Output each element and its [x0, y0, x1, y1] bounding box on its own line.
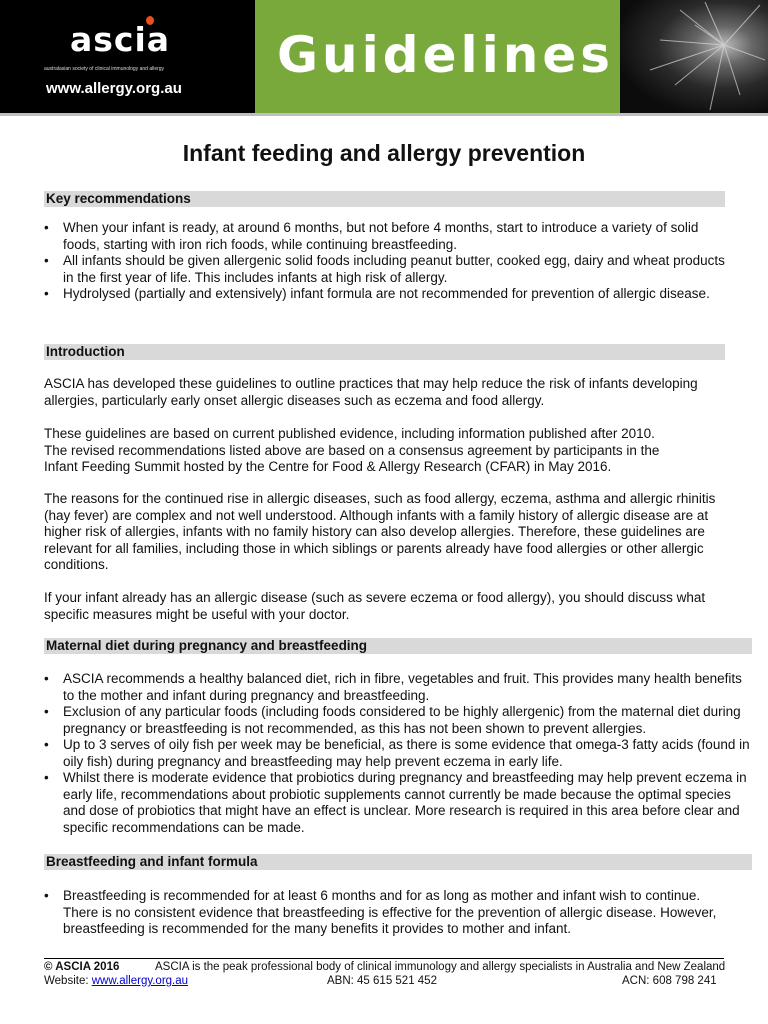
intro-paragraph-4: If your infant already has an allergic disease (such as severe eczema or food allergy), you should discuss what specific measures might be useful with your doctor.	[44, 590, 706, 622]
maternal-diet-list	[44, 671, 752, 836]
section-heading-introduction: Introduction	[44, 344, 725, 360]
banner-image	[620, 0, 768, 113]
section-heading-key-recommendations: Key recommendations	[44, 191, 725, 207]
header-banner	[0, 0, 768, 113]
intro-paragraph-2-line-1: These guidelines are based on current published evidence, including information published after 2010.	[44, 426, 655, 441]
banner-title: Guidelines	[277, 26, 615, 84]
intro-paragraph-2-line-3: Infant Feeding Summit hosted by the Centre for Food & Allergy Research (CFAR) in May 2016.	[44, 459, 612, 474]
footer-website	[44, 975, 188, 987]
page-title: Infant feeding and allergy prevention	[182, 140, 586, 166]
section-heading-breastfeeding: Breastfeeding and infant formula	[44, 854, 752, 870]
footer-acn: ACN: 608 798 241	[622, 975, 717, 987]
list-item: • Hydrolysed (partially and extensively) infant formula are not recommended for prevention of allergic disease.	[44, 286, 734, 303]
section-heading-maternal-diet: Maternal diet during pregnancy and breastfeeding	[44, 638, 752, 654]
list-item: • Exclusion of any particular foods (including foods considered to be highly allergenic) from the maternal diet during pregnancy or breastfeeding is not recommended, as this has not been shown to prevent allergies.	[44, 704, 752, 737]
dandelion-image	[620, 0, 768, 113]
logo-tagline: australasian society of clinical immunology and allergy	[44, 66, 165, 72]
website-link[interactable]: www.allergy.org.au	[91, 975, 189, 987]
banner-divider	[0, 113, 768, 116]
footer-divider	[44, 958, 724, 959]
logo-url: www.allergy.org.au	[46, 80, 182, 97]
list-item: • When your infant is ready, at around 6 months, but not before 4 months, start to introduce a variety of solid foods, starting with iron rich foods, while continuing breastfeeding.	[44, 220, 734, 253]
website-label: Website:	[44, 975, 89, 987]
intro-paragraph-1: ASCIA has developed these guidelines to outline practices that may help reduce the risk of infants developing allergies, particularly early onset allergic diseases such as eczema and food allergy.	[44, 376, 698, 408]
intro-paragraph-2	[44, 426, 734, 476]
breastfeeding-list	[44, 888, 738, 938]
footer-statement: ASCIA is the peak professional body of clinical immunology and allergy specialists in Australia and New Zealand	[155, 961, 726, 973]
list-item: • Up to 3 serves of oily fish per week may be beneficial, as there is some evidence that omega-3 fatty acids (found in oily fish) during pregnancy and breastfeeding may help prevent eczema in early life.	[44, 737, 752, 770]
guidelines-banner	[255, 0, 620, 113]
list-item: • Breastfeeding is recommended for at least 6 months and for as long as mother and infant wish to continue. There is no consistent evidence that breastfeeding is effective for the prevention of allergic disease. However, breastfeeding is recommended for the many benefits it provides to mother and infant.	[44, 888, 738, 938]
logo-name: ascia	[70, 20, 171, 59]
footer-copyright	[44, 961, 119, 973]
intro-paragraph-3: The reasons for the continued rise in allergic diseases, such as food allergy, eczema, asthma and allergic rhinitis (hay fever) are complex and not well understood. Although infants with a family history of allergic disease are at higher risk of allergies, infants with no family history can also develop allergies. Therefore, these guidelines are relevant for all families, including those in which siblings or parents already have food allergies or other allergic conditions.	[44, 491, 716, 572]
list-item: • All infants should be given allergenic solid foods including peanut butter, cooked egg, dairy and wheat products in the first year of life. This includes infants at high risk of allergy.	[44, 253, 734, 286]
footer-abn: ABN: 45 615 521 452	[327, 975, 437, 987]
list-item: • ASCIA recommends a healthy balanced diet, rich in fibre, vegetables and fruit. This provides many health benefits to the mother and infant during pregnancy and breastfeeding.	[44, 671, 752, 704]
key-recommendations-list	[44, 220, 734, 303]
list-item: • Whilst there is moderate evidence that probiotics during pregnancy and breastfeeding may help prevent eczema in early life, recommendations about probiotic supplements cannot currently be made because the optimal species and dose of probiotics that might have an effect is unclear. More research is required in this area before clear and specific recommendations can be made.	[44, 770, 752, 836]
copyright-text: © ASCIA 2016	[44, 961, 120, 973]
intro-paragraph-2-line-2: The revised recommendations listed above are based on a consensus agreement by participants in the	[44, 442, 660, 458]
ascia-logo	[0, 0, 255, 113]
